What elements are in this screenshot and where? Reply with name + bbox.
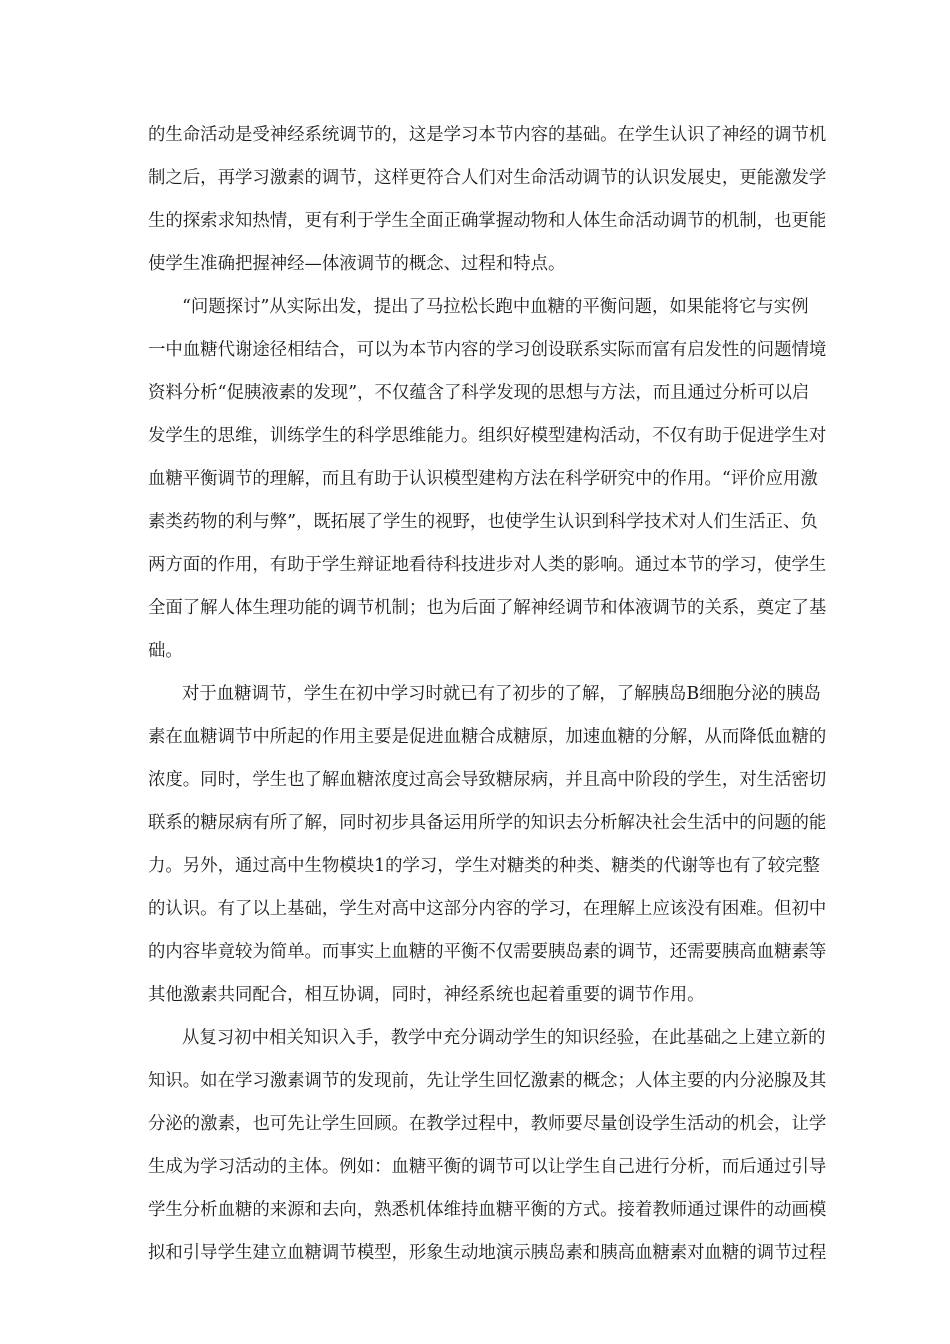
text-line: 对于血糖调节，学生在初中学习时就已有了初步的了解，了解胰岛B细胞分泌的胰岛 <box>182 684 821 704</box>
text-line: 学生分析血糖的来源和去向，熟悉机体维持血糖平衡的方式。接着教师通过课件的动画模 <box>148 1200 827 1220</box>
text-line: 两方面的作用，有助于学生辩证地看待科技进步对人类的影响。通过本节的学习，使学生 <box>148 555 827 575</box>
text-line: 分泌的激素，也可先让学生回顾。在教学过程中，教师要尽量创设学生活动的机会，让学 <box>148 1114 827 1134</box>
text-line: 素类药物的利与弊”，既拓展了学生的视野，也使学生认识到科学技术对人们生活正、负 <box>148 512 818 532</box>
text-line: 一中血糖代谢途径相结合，可以为本节内容的学习创设联系实际而富有启发性的问题情境 <box>148 340 827 360</box>
text-line: 资料分析“促胰液素的发现”，不仅蕴含了科学发现的思想与方法，而且通过分析可以启 <box>148 383 810 403</box>
text-line: 浓度。同时，学生也了解血糖浓度过高会导致糖尿病，并且高中阶段的学生，对生活密切 <box>148 770 827 790</box>
text-line: 素在血糖调节中所起的作用主要是促进血糖合成糖原，加速血糖的分解，从而降低血糖的 <box>148 727 827 747</box>
text-line: 生成为学习活动的主体。例如：血糖平衡的调节可以让学生自己进行分析，而后通过引导 <box>148 1157 827 1177</box>
text-line: 发学生的思维，训练学生的科学思维能力。组织好模型建构活动，不仅有助于促进学生对 <box>148 426 827 446</box>
text-line: 础。 <box>148 641 183 661</box>
text-line: 使学生准确把握神经—体液调节的概念、过程和特点。 <box>148 254 566 274</box>
text-line: “问题探讨”从实际出发，提出了马拉松长跑中血糖的平衡问题，如果能将它与实例 <box>182 297 809 317</box>
text-line: 的内容毕竟较为简单。而事实上血糖的平衡不仅需要胰岛素的调节，还需要胰高血糖素等 <box>148 942 827 962</box>
text-line: 全面了解人体生理功能的调节机制；也为后面了解神经调节和体液调节的关系，奠定了基 <box>148 598 827 618</box>
text-line: 联系的糖尿病有所了解，同时初步具备运用所学的知识去分析解决社会生活中的问题的能 <box>148 813 827 833</box>
text-line: 力。另外，通过高中生物模块1的学习，学生对糖类的种类、糖类的代谢等也有了较完整 <box>148 856 820 876</box>
text-line: 其他激素共同配合，相互协调，同时，神经系统也起着重要的调节作用。 <box>148 985 705 1005</box>
text-line: 的认识。有了以上基础，学生对高中这部分内容的学习，在理解上应该没有困难。但初中 <box>148 899 827 919</box>
text-line: 生的探索求知热情，更有利于学生全面正确掌握动物和人体生命活动调节的机制，也更能 <box>148 211 827 231</box>
text-line: 制之后，再学习激素的调节，这样更符合人们对生命活动调节的认识发展史，更能激发学 <box>148 168 827 188</box>
text-line: 拟和引导学生建立血糖调节模型，形象生动地演示胰岛素和胰高血糖素对血糖的调节过程 <box>148 1243 827 1263</box>
text-line: 知识。如在学习激素调节的发现前，先让学生回忆激素的概念；人体主要的内分泌腺及其 <box>148 1071 827 1091</box>
text-line: 血糖平衡调节的理解，而且有助于认识模型建构方法在科学研究中的作用。“评价应用激 <box>148 469 818 489</box>
text-line: 从复习初中相关知识入手，教学中充分调动学生的知识经验，在此基础之上建立新的 <box>182 1028 826 1048</box>
text-line: 的生命活动是受神经系统调节的，这是学习本节内容的基础。在学生认识了神经的调节机 <box>148 125 827 145</box>
